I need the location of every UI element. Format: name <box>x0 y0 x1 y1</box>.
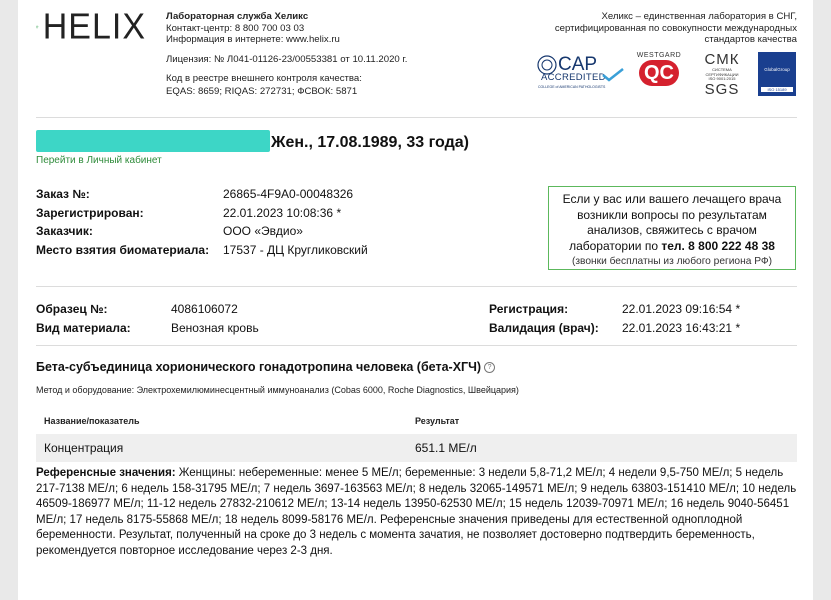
table-row <box>36 434 797 462</box>
smk-label: СМК <box>704 51 740 68</box>
table-header <box>36 408 797 434</box>
order-number-value: 26865-4F9A0-00048326 <box>223 187 354 201</box>
logo-text: HELIX <box>42 6 146 47</box>
slogan <box>527 11 797 46</box>
globalgroup-name: GlobalGroup <box>764 67 790 72</box>
notice-line-2: возникли вопросы по результатам <box>577 207 767 222</box>
report-sheet <box>18 0 813 600</box>
order-number-label: Заказ №: <box>36 187 90 201</box>
doctor-contact-notice <box>548 186 796 270</box>
lab-info <box>166 11 340 46</box>
notice-line-1: Если у вас или вашего лечащего врача <box>562 192 782 206</box>
slogan-line-1: Хеликс – единственная лаборатория в СНГ, <box>601 11 797 22</box>
dates-values <box>622 300 740 337</box>
notice-line-4-text: лаборатории по <box>569 238 662 253</box>
row-name: Концентрация <box>44 441 124 455</box>
cap-accredited-logo <box>536 54 616 94</box>
registration-value: 22.01.2023 09:16:54 * <box>622 302 741 316</box>
registry-line-2: EQAS: 8659; RIQAS: 272731; ФСВОК: 5871 <box>166 85 358 97</box>
notice-line-3: анализов, свяжитесь с врачом <box>587 223 757 237</box>
registered-value: 22.01.2023 10:08:36 * <box>223 205 342 220</box>
material-label: Вид материала: <box>36 320 131 335</box>
helix-logo-icon <box>36 10 39 44</box>
smk-sgs-logo <box>699 52 745 98</box>
certificates <box>536 52 798 98</box>
registration-label: Регистрация: <box>489 302 569 316</box>
customer-label: Заказчик: <box>36 224 93 238</box>
qc-badge: QC <box>639 60 679 86</box>
cap-accredited: ACCREDITED <box>541 72 606 83</box>
lab-website: Информация в интернете: www.helix.ru <box>166 34 340 45</box>
quality-registry <box>166 73 362 98</box>
notice-phone[interactable]: тел. 8 800 222 48 38 <box>661 238 775 253</box>
lab-name: Лабораторная служба Хеликс <box>166 11 309 22</box>
test-title <box>36 360 495 374</box>
slogan-line-2: сертифицированная по совокупности международных <box>554 22 797 34</box>
smk-small-1: СИСТЕМА СЕРТИФИКАЦИИ <box>705 67 739 77</box>
sample-number-value: 4086106072 <box>171 302 238 316</box>
sample-number-label: Образец №: <box>36 302 108 316</box>
test-method: Метод и оборудование: Электрохемилюминесцентный иммуноанализ (Cobas 6000, Roche Diagnostics, Швейцария) <box>36 385 519 395</box>
reference-text: Женщины: небеременные: менее 5 МЕ/л; беременные: 3 недели 5,8-71,2 МЕ/л; 4 недели 9,5-750 МЕ/л; 5 недель 217-7138 МЕ/л; 6 недель 158-31795 МЕ/л; 7 недель 3697-163563 МЕ/л; 8 недель 32065-149571 МЕ/л; 9 недель 63803-151410 МЕ/л; 10 недель 46509-186977 МЕ/л; 11-12 недель 27832-210612 МЕ/л; 13-14 недель 13950-62530 МЕ/л; 15 недель 12039-70971 МЕ/л; 16 недель 9040-56451 МЕ/л; 17 недель 8175-55868 МЕ/л; 18 недель 8099-58176 МЕ/л. Референсные значения приведены для естественной одноплодной беременности. Результат, полученный на сроке до 3 недель с момента зачатия, не позволяет достоверно подтвердить беременность, рекомендуется повторное исследование через 2-3 дня. <box>36 467 797 557</box>
test-title-text: Бета-субъединица хорионического гонадотропина человека (бета-ХГЧ) <box>36 360 482 374</box>
order-divider <box>36 286 797 287</box>
personal-cabinet-link[interactable]: Перейти в Личный кабинет <box>36 155 162 166</box>
sgs-label: SGS <box>704 80 740 98</box>
help-icon[interactable]: ? <box>484 362 495 373</box>
notice-line-5: (звонки бесплатны из любого региона РФ) <box>571 256 773 267</box>
slogan-line-3: стандартов качества <box>704 34 797 45</box>
cap-subtitle: COLLEGE of AMERICAN PATHOLOGISTS <box>538 85 606 89</box>
order-values <box>223 185 368 259</box>
helix-logo <box>36 6 146 47</box>
col-result-header: Результат <box>415 416 460 426</box>
patient-line <box>36 130 469 152</box>
lab-contact: Контакт-центр: 8 800 700 03 03 <box>166 22 305 34</box>
customer-value: ООО «Эвдио» <box>223 224 303 238</box>
sample-values <box>171 300 259 337</box>
dates-labels <box>489 300 599 337</box>
smk-small-2: ISO 9001:2015 <box>708 76 736 81</box>
reference-label: Референсные значения: <box>36 467 176 479</box>
biomaterial-place-label: Место взятия биоматериала: <box>36 242 210 257</box>
iso-15189-label: ISO 15189 <box>761 87 793 92</box>
checkmark-icon <box>602 68 624 82</box>
sample-divider <box>36 345 797 346</box>
cap-title: CAP <box>558 54 598 75</box>
row-result: 651.1 МЕ/л <box>415 441 477 455</box>
notice-line-4 <box>549 239 795 255</box>
patient-details: Жен., 17.08.1989, 33 года) <box>271 134 469 151</box>
header-divider <box>36 117 797 118</box>
results-table <box>36 408 797 462</box>
sample-labels <box>36 300 131 337</box>
registry-line-1: Код в реестре внешнего контроля качества: <box>166 73 362 84</box>
license: Лицензия: № Л041-01126-23/00553381 от 10.11.2020 г. <box>166 54 408 65</box>
registered-label: Зарегистрирован: <box>36 205 144 220</box>
biomaterial-place-value: 17537 - ДЦ Кругликовский <box>223 242 368 257</box>
validation-label: Валидация (врач): <box>489 320 599 335</box>
westgard-qc-logo <box>633 52 685 96</box>
material-value: Венозная кровь <box>171 320 259 335</box>
reference-values <box>36 466 798 559</box>
globalgroup-logo <box>758 52 796 96</box>
redacted-name <box>36 130 270 152</box>
col-name-header: Название/показатель <box>44 416 140 426</box>
order-labels <box>36 185 209 259</box>
validation-value: 22.01.2023 16:43:21 * <box>622 320 741 335</box>
westgard-label: WESTGARD <box>636 52 682 59</box>
